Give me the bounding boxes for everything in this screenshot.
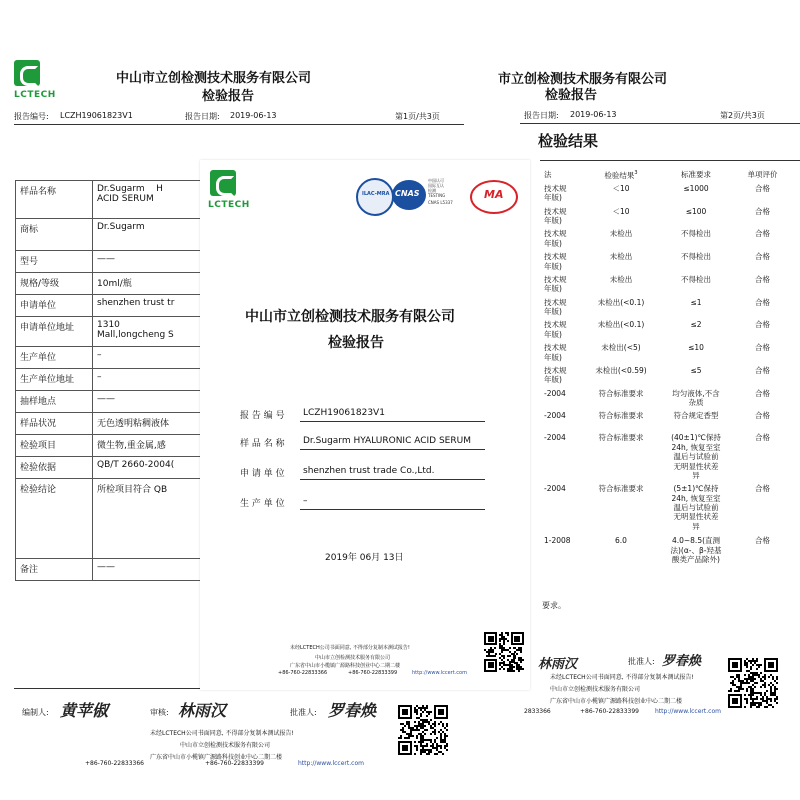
page2-company-name: 市立创检测技术服务有限公司 (498, 72, 668, 87)
results-cell-result: ＜10 (612, 183, 630, 193)
results-row (542, 534, 787, 574)
results-table (542, 168, 787, 574)
results-cell-req: 不得检出 (681, 229, 711, 239)
results-row (542, 273, 787, 296)
col-result-header-note: 3 (634, 170, 638, 176)
results-cell-eval: 合格 (755, 433, 770, 443)
cover-footer-company: 中山市立创检测技术服务有限公司 (315, 655, 391, 661)
results-cell-method: 1-2008 (544, 536, 571, 546)
cover-field-underline (300, 509, 485, 510)
info-row-label: 申请单位地址 (16, 317, 93, 347)
results-cell-method: -2004 (544, 411, 566, 421)
results-row (542, 364, 787, 387)
results-cell-eval: 合格 (755, 252, 770, 262)
page2-footer-notice: 未经LCTECH公司书面同意, 不得部分复制本测试报告! (550, 674, 694, 681)
info-row-label: 抽样地点 (16, 391, 93, 413)
results-cell-req: ≤1000 (683, 183, 709, 193)
page2-approver-signature: 罗春焕 (662, 654, 702, 669)
approver-signature: 罗春焕 (328, 701, 377, 720)
results-cell-method: 技术规 年版) (544, 365, 567, 385)
page2-report-title: 检验报告 (545, 88, 598, 103)
info-row-value: – (93, 369, 470, 391)
results-cell-eval: 合格 (755, 183, 770, 193)
results-cell-result: 符合标准要求 (598, 433, 644, 443)
info-row-label: 备注 (16, 559, 93, 581)
results-cell-req: ≤2 (690, 320, 702, 330)
cover-field-underline (300, 479, 485, 480)
results-cell-method: 技术规 年版) (544, 320, 567, 339)
cover-footer-notice: 未经LCTECH公司书面同意, 不得部分复制本测试报告! (290, 645, 410, 651)
results-cell-method: -2004 (544, 484, 566, 494)
page2-approver-label: 批准人: (628, 657, 655, 666)
cover-lctech-logo-text: LCTECH (208, 200, 250, 210)
results-cell-method: -2004 (544, 388, 566, 398)
info-row-value: —— (93, 251, 470, 273)
cover-field-underline (300, 421, 485, 422)
results-cell-result: 未检出(<0.59) (595, 365, 647, 375)
cover-field-label: 报 告 编 号 (240, 411, 285, 421)
results-cell-req: 不得检出 (681, 252, 711, 262)
col-method-header: 法 (544, 170, 552, 179)
info-row-label: 样品状况 (16, 413, 93, 435)
cover-field-underline (300, 449, 485, 450)
reviewer-label: 审核: (150, 708, 169, 717)
results-cell-result: 未检出 (609, 229, 633, 239)
info-row-value: 微生物,重金属,感 (93, 435, 470, 457)
info-row-value: Dr.Sugarm H ACID SERUM (93, 181, 470, 219)
results-cell-result: ＜10 (612, 206, 630, 216)
results-cell-eval: 合格 (755, 229, 770, 239)
results-cell-method: 技术规 年版) (544, 297, 567, 316)
page1-footer-url[interactable]: http://www.lccert.com (298, 760, 364, 767)
col-result-header (588, 168, 654, 182)
page2-footer-tel: 2833366 (524, 708, 551, 715)
info-row-label: 检验项目 (16, 435, 93, 457)
page1-report-no: LCZH19061823V1 (60, 111, 133, 120)
info-row-label: 生产单位地址 (16, 369, 93, 391)
cnas-caption: 中国认可 国际互认 检测 TESTING (428, 178, 446, 198)
results-cell-req: 符合规定香型 (673, 411, 719, 421)
cnas-number: CNAS L5337 (428, 200, 453, 205)
results-cell-result: 符合标准要求 (598, 388, 644, 398)
info-row-value: 所检项目符合 QB (93, 479, 470, 559)
results-cell-method: -2004 (544, 433, 566, 443)
results-row (542, 341, 787, 364)
page1-page-info: 第1页/共3页 (395, 112, 440, 121)
page1-footer-notice: 未经LCTECH公司书面同意, 不得部分复制本测试报告! (150, 730, 294, 737)
page1-header-rule (14, 124, 464, 125)
results-cell-method: 技术规 年版) (544, 206, 567, 225)
cover-footer-url[interactable]: http://www.lccert.com (412, 670, 467, 676)
page2-footer-address: 广东省中山市小榄镇广源路科技创业中心二期二楼 (550, 698, 683, 705)
reviewer-signature: 林雨汉 (178, 701, 227, 720)
results-cell-method: 技术规 年版) (544, 274, 567, 294)
cover-qr-code-icon (484, 632, 524, 672)
page1-footer-address: 广东省中山市小榄镇广源路科技创业中心二期二楼 (150, 754, 283, 761)
results-cell-method: 技术规 年版) (544, 183, 567, 203)
editor-label: 编制人: (22, 708, 49, 717)
info-row-label: 申请单位 (16, 295, 93, 317)
page1-qr-code-icon (398, 705, 448, 755)
cover-lctech-logo-icon (210, 170, 236, 196)
page2-footer-company: 中山市立创检测技术服务有限公司 (550, 686, 641, 693)
cover-footer-address: 广东省中山市小榄镇广源路科技创业中心二期二楼 (290, 663, 401, 669)
page2-reviewer-sig (538, 653, 577, 672)
results-cell-result: 未检出(<0.1) (597, 297, 645, 307)
results-cell-eval: 合格 (755, 274, 770, 284)
cma-text: MA (484, 188, 504, 201)
results-cell-eval: 合格 (755, 388, 770, 398)
page1-date: 2019-06-13 (230, 111, 277, 120)
results-cell-result: 未检出(<5) (601, 343, 641, 353)
approver-label: 批准人: (290, 708, 317, 717)
results-cell-result: 未检出 (609, 274, 633, 284)
results-cell-eval: 合格 (755, 484, 770, 494)
info-row-label: 检验结论 (16, 479, 93, 559)
page2-date-label: 报告日期: (524, 111, 559, 120)
info-row-label: 检验依据 (16, 457, 93, 479)
results-cell-req: ≤10 (688, 343, 704, 353)
info-row-label: 型号 (16, 251, 93, 273)
cover-report-title: 检验报告 (328, 335, 384, 351)
cover-field-value: shenzhen trust trade Co.,Ltd. (303, 466, 435, 476)
page2-page-info: 第2页/共3页 (720, 111, 765, 120)
results-row (542, 318, 787, 341)
results-cell-req: (5±1)℃保持 24h, 恢复至室 温后与试验前 无明显性状差 异 (671, 484, 721, 531)
results-table-top-rule (540, 160, 800, 161)
page1-footer-fax: +86-760-22833399 (205, 760, 264, 767)
results-cell-result: 符合标准要求 (598, 484, 644, 494)
info-row-value: shenzhen trust tr (93, 295, 470, 317)
results-row (542, 250, 787, 273)
page2-reviewer-signature: 林雨汉 (538, 657, 578, 672)
info-row-value: —— (93, 559, 470, 581)
results-cell-req: (40±1)℃保持 24h, 恢复至室 温后与试验前 无明显性状差 异 (671, 433, 721, 480)
info-row-label: 生产单位 (16, 347, 93, 369)
info-row-value: – (93, 347, 470, 369)
results-row (542, 182, 787, 205)
page2-date: 2019-06-13 (570, 110, 617, 119)
cover-field-label: 申 请 单 位 (240, 469, 285, 479)
info-row-value: —— (93, 391, 470, 413)
cnas-text: CNAS (395, 189, 420, 198)
cover-footer-fax: +86-760-22833399 (348, 670, 398, 676)
results-cell-result: 未检出(<0.1) (597, 320, 645, 330)
cover-footer-tel: +86-760-22833366 (278, 670, 328, 676)
ilac-mra-badge-icon (356, 178, 394, 216)
cover-field-value: LCZH19061823V1 (303, 408, 385, 418)
cover-field-value: – (303, 496, 308, 506)
results-note: 要求。 (542, 601, 566, 610)
results-cell-eval: 合格 (755, 206, 770, 216)
info-row-label: 规格/等级 (16, 273, 93, 295)
results-cell-result: 6.0 (615, 536, 627, 546)
page2-qr-code-icon (728, 658, 778, 708)
report-cover-page (200, 160, 530, 690)
info-row-value: 无色透明粘稠液体 (93, 413, 470, 435)
results-cell-eval: 合格 (755, 343, 770, 353)
results-cell-req: ≤1 (690, 297, 702, 307)
col-req-header: 标准要求 (681, 170, 711, 179)
cover-field-label: 生 产 单 位 (240, 499, 285, 509)
results-cell-method: 技术规 年版) (544, 252, 567, 271)
page1-company-name: 中山市立创检测技术服务有限公司 (116, 71, 312, 86)
col-result-header-text: 检验结果 (604, 170, 635, 180)
lctech-logo-text: LCTECH (14, 90, 56, 100)
results-cell-eval: 合格 (755, 536, 770, 546)
results-cell-method: 技术规 年版) (544, 229, 567, 248)
col-eval-header: 单项评价 (747, 170, 778, 179)
info-row-label: 样品名称 (16, 181, 93, 219)
results-row (542, 296, 787, 319)
page1-date-label: 报告日期: (185, 112, 220, 121)
page2-footer-url[interactable]: http://www.lccert.com (655, 708, 721, 715)
page1-report-no-label: 报告编号: (14, 112, 49, 121)
page2-footer-fax: +86-760-22833399 (580, 708, 639, 715)
results-row (542, 431, 787, 482)
info-row-value: QB/T 2660-2004( (93, 457, 470, 479)
page1-report-title: 检验报告 (202, 89, 255, 104)
results-row (542, 387, 787, 410)
cma-badge-icon (470, 180, 518, 214)
results-section-title: 检验结果 (538, 132, 599, 150)
info-row-value: 1310 Mall,longcheng S (93, 317, 470, 347)
lctech-logo-icon (14, 60, 40, 86)
results-cell-eval: 合格 (755, 297, 770, 307)
results-cell-eval: 合格 (755, 411, 770, 421)
cover-field-value: Dr.Sugarm HYALURONIC ACID SERUM (303, 436, 471, 446)
results-cell-eval: 合格 (755, 320, 770, 330)
results-row (542, 482, 787, 534)
results-cell-req: 不得检出 (681, 274, 711, 284)
results-row (542, 205, 787, 228)
results-cell-req: 均匀液体,不含 杂质 (672, 388, 720, 407)
editor-signature: 黄苹俶 (60, 701, 109, 720)
ilac-mra-text: ILAC-MRA (362, 191, 390, 197)
results-cell-req: ≤5 (690, 365, 702, 375)
info-row-value: 10ml/瓶 (93, 273, 470, 295)
cnas-badge-icon (392, 180, 426, 210)
info-row-label: 商标 (16, 219, 93, 251)
results-row (542, 409, 787, 431)
page1-footer-tel (85, 760, 144, 767)
results-header-row (542, 168, 787, 182)
results-row (542, 227, 787, 250)
results-cell-eval: 合格 (755, 365, 770, 375)
results-cell-result: 符合标准要求 (598, 411, 644, 421)
cover-field-label: 样 品 名 称 (240, 439, 285, 449)
page2-header-rule (520, 123, 800, 124)
page1-footer-tel-value: +86-760-22833366 (85, 760, 144, 767)
page1-footer-company: 中山市立创检测技术服务有限公司 (180, 742, 271, 749)
cover-date: 2019年 06月 13日 (325, 553, 404, 563)
results-cell-method: 技术规 年版) (544, 343, 567, 362)
info-row-value: Dr.Sugarm (93, 219, 470, 251)
results-cell-req: ≤100 (685, 206, 707, 216)
results-cell-result: 未检出 (609, 252, 633, 262)
results-cell-req: 4.0~8.5(直测 法)(α-、β-羟基 酸类产品除外) (670, 536, 722, 564)
cover-company-name: 中山市立创检测技术服务有限公司 (245, 309, 455, 325)
